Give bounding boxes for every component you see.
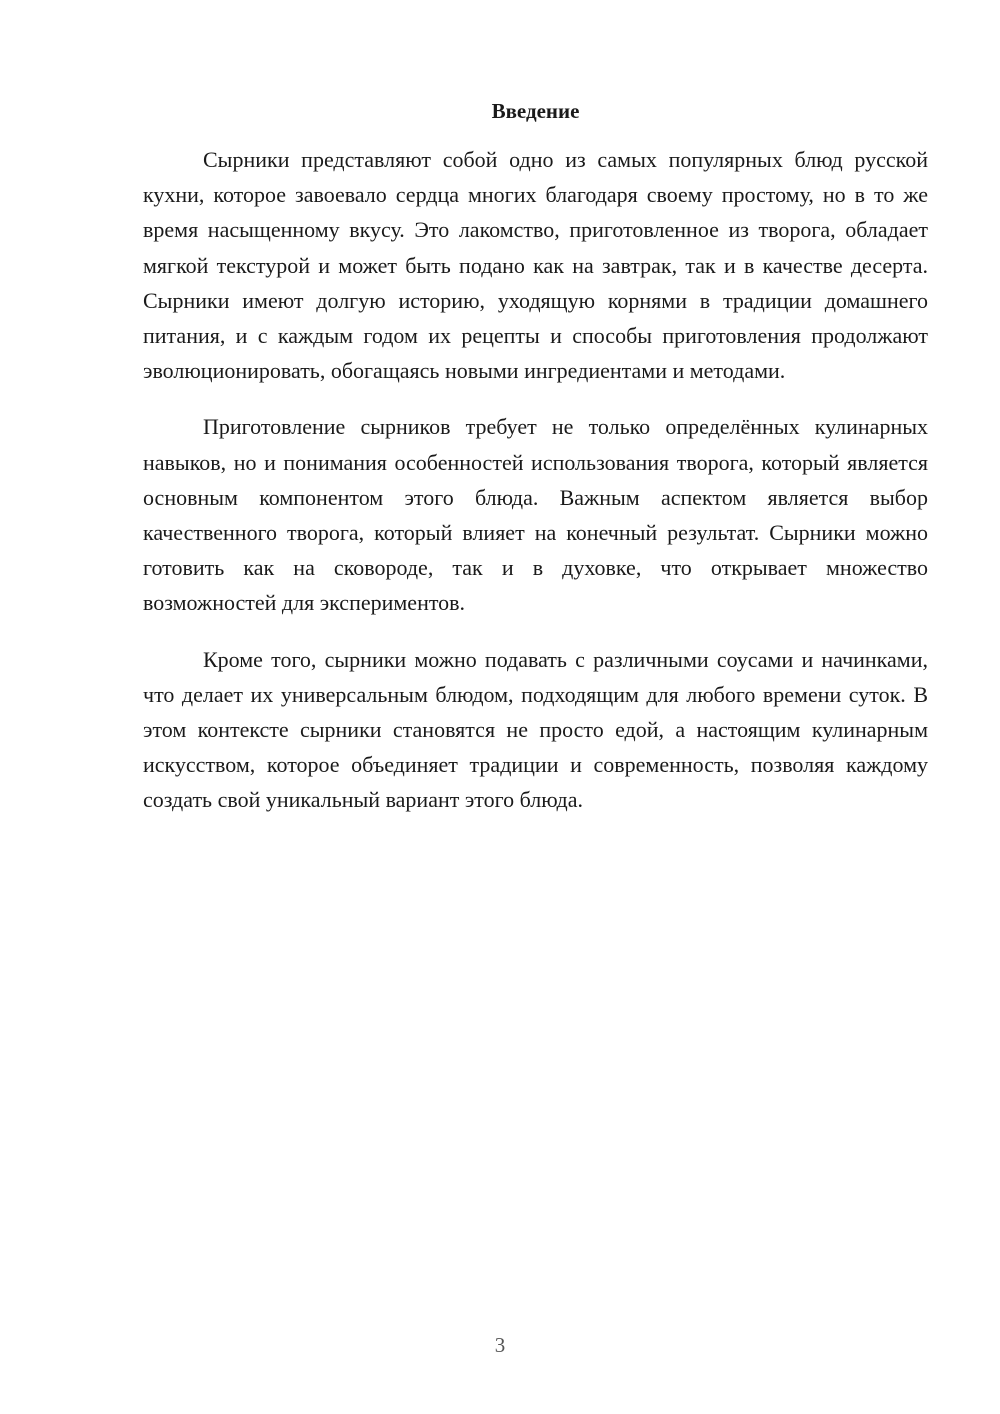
section-title: Введение [491, 99, 580, 123]
paragraph-3: Кроме того, сырники можно подавать с различными соусами и начинками, что делает их универсальным блюдом, подходящим для любого времени суток. В этом контексте сырники становятся не просто едой, а настоящим кулинарным искусством, которое объединяет традиции и современность, позволяя каждому создать свой уникальный вариант этого блюда. [143, 646, 928, 813]
paragraph-1: Сырники представляют собой одно из самых популярных блюд русской кухни, которое завоевало сердца многих благодаря своему простому, но в то же время насыщенному вкусу. Это лакомство, приготовленное из творога, обладает мягкой текстурой и может быть подано как на завтрак, так и в качестве десерта. Сырники имеют долгую историю, уходящую корнями в традиции домашнего питания, и с каждым годом их рецепты и способы приготовления продолжают эволюционировать, обогащаясь новыми ингредиентами и методами. [143, 147, 928, 384]
paragraph-2: Приготовление сырников требует не только определённых кулинарных навыков, но и понимания особенностей использования творога, который является основным компонентом этого блюда. Важным аспектом является выбор качественного творога, который влияет на конечный результат. Сырники можно готовить как на сковороде, так и в духовке, что открывает множество возможностей для экспериментов. [143, 414, 928, 616]
page-number: 3 [494, 1333, 506, 1357]
section-body [143, 142, 928, 839]
